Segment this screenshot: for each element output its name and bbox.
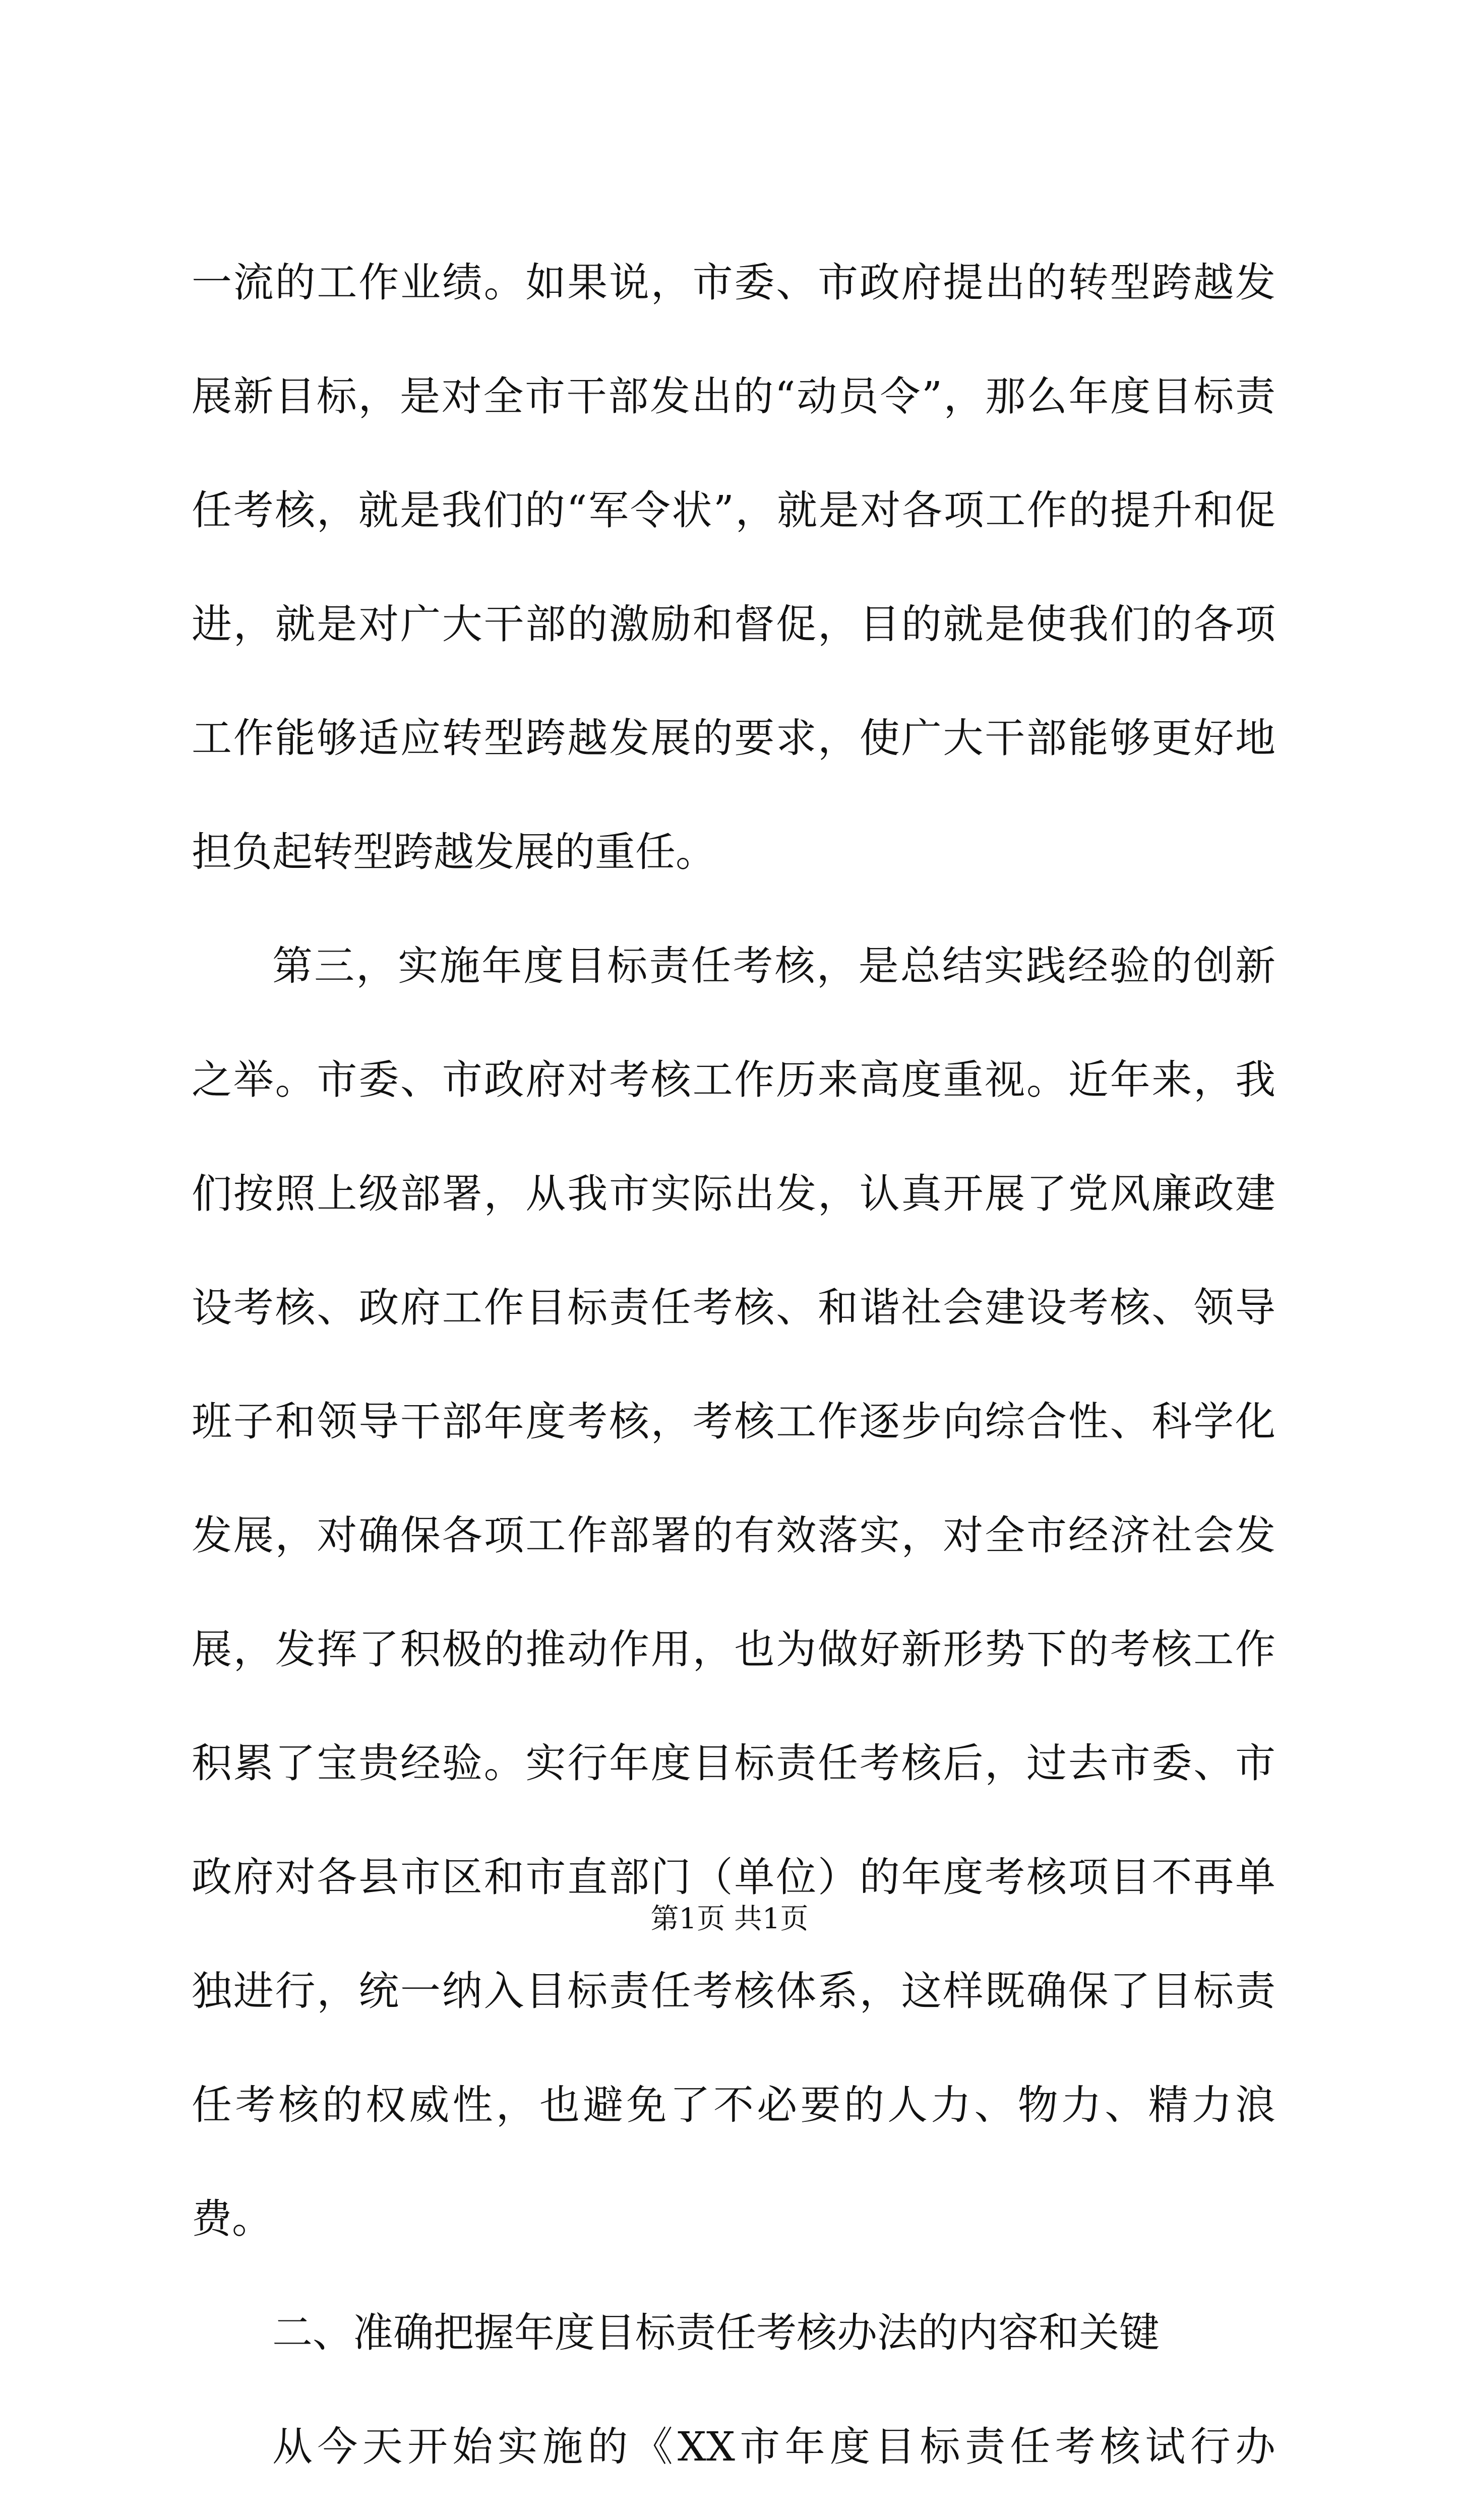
paragraph-continuation: 一流的工作业绩。如果说，市委、市政府提出的转型跨越发展新目标，是对全市干部发出的“动员令”，那么年度目标责任考核，就是我们的“军令状”，就是对各项工作的提升和促进，就是对广大干部的激励和督促，目的就是使我们的各项工作能够适应转型跨越发展的要求，使广大干部能够更好地担负起转型跨越发展的重任。 <box>192 259 1275 875</box>
section-heading: 二、准确把握年度目标责任考核办法的内容和关键 <box>272 2309 1160 2356</box>
page-footer: 第1页 共1页 <box>650 1903 809 1935</box>
paragraph-measures: 从今天开始实施的《XX市年度目标责任考核试行办 <box>272 2423 1275 2470</box>
document-body <box>192 226 1275 2520</box>
paragraph-third-point: 第三，实施年度目标责任考核，是总结实践经验的创新之举。市委、市政府对考核工作历来高度重视。近年来，我们按照上级部署，从我市实际出发，认真开展了党风廉政建设考核、政府工作目标责任考核、和谐社会建设考核、领导班子和领导干部年度考核，考核工作逐步向综合性、科学化发展，对确保各项工作部署的有效落实，对全市经济社会发展，发挥了积极的推动作用，也为做好新形势下的考核工作积累了宝贵经验。实行年度目标责任考核后，过去市委、市政府对各县市区和市直部门（单位）的年度考核项目不再单独进行，统一纳入目标责任考核体系，这样既确保了目标责任考核的权威性，也避免了不必要的人力、物力、精力浪费。 <box>192 942 1275 2242</box>
